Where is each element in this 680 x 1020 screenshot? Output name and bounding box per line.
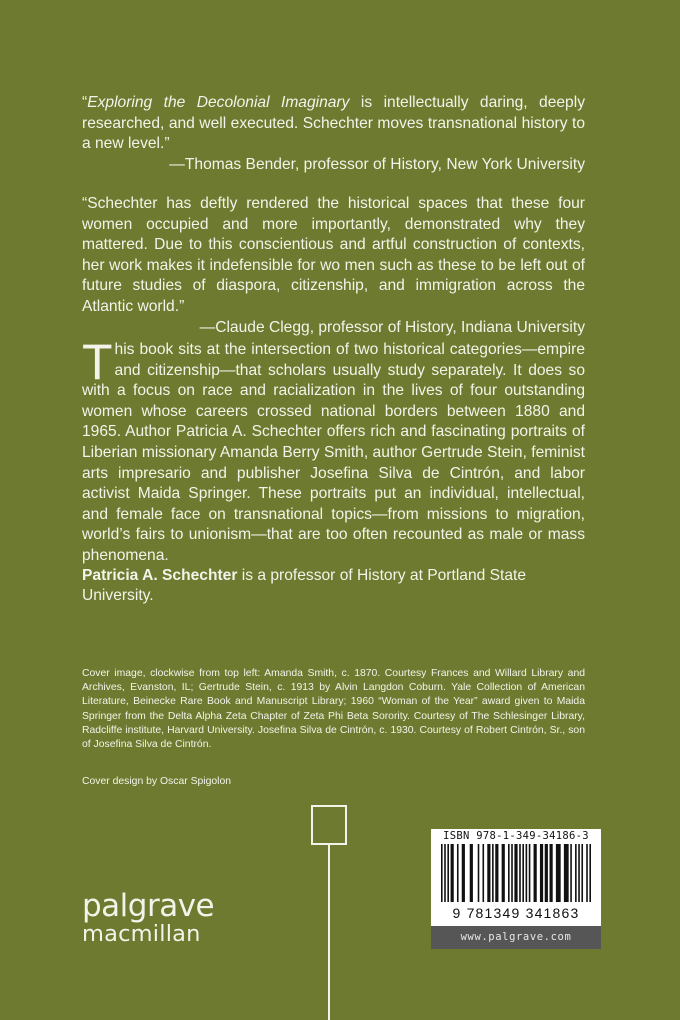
barcode-bar	[529, 844, 531, 902]
barcode-bar	[462, 844, 465, 902]
barcode-bar	[451, 844, 454, 902]
open-quote-mark: “	[82, 94, 88, 111]
barcode-bar	[578, 844, 580, 902]
barcode-bar	[508, 844, 510, 902]
barcode-bar	[540, 844, 543, 902]
author-bio	[82, 566, 585, 606]
publisher-url: www.palgrave.com	[431, 926, 601, 949]
author-name: Patricia A. Schechter	[82, 567, 238, 584]
quote-attribution: —Claude Clegg, professor of History, Indiana University	[199, 318, 585, 336]
barcode-bar	[492, 844, 494, 902]
review-quote-clegg	[82, 194, 585, 338]
barcode-bar	[502, 844, 505, 902]
barcode-bar	[526, 844, 528, 902]
author-bio-text: is a professor of History at Portland State University.	[82, 567, 527, 604]
barcode-bar	[519, 844, 521, 902]
quote-text: is intellectually daring, deeply researched, and well executed. Schechter moves transnational history to a new level.”	[82, 94, 585, 153]
barcode-bar	[545, 844, 548, 902]
publisher-name-line2: macmillan	[82, 921, 201, 947]
barcode-bar	[487, 844, 490, 902]
barcode-bar	[478, 844, 480, 902]
quote-attribution: —Thomas Bender, professor of History, New York University	[169, 155, 585, 173]
barcode-bar	[534, 844, 537, 902]
quote-text: “Schechter has deftly rendered the historical spaces that these four women occupied and more importantly, demonstrated why they mattered. Due to this conscientious and artful construction of contexts, her work makes it indefensible for wo men such as these to be left out of future studies of diaspora, citizenship, and immigration across the Atlantic world.”	[82, 195, 585, 315]
barcode-bar	[495, 844, 498, 902]
barcode-bars	[439, 844, 593, 906]
barcode-bar	[586, 844, 588, 902]
description-text: his book sits at the intersection of two historical categories—empire and citizenship—that scholars usually study separately. It does so with a focus on race and racialization in the lives of four outstanding women whose careers crossed national borders between 1880 and 1965. Author Patricia A. Schechter offers rich and fascinating portraits of Liberian missionary Amanda Berry Smith, author Gertrude Stein, feminist arts impresario and publisher Josefina Silva de Cintrón, and labor activist Maida Springer. These portraits put an individual, intellectual, and female face on transnational topics—from missions to migration, world’s fairs to unionism—that are too often recounted as male or mass phenomena.	[82, 341, 585, 564]
isbn-label: ISBN 978-1-349-34186-3	[443, 830, 589, 842]
publisher-name-line1: palgrave	[82, 888, 215, 924]
barcode-bar	[570, 844, 572, 902]
barcode-bar	[441, 844, 443, 902]
barcode-bar	[511, 844, 513, 902]
barcode-bar	[522, 844, 524, 902]
barcode-bar	[581, 844, 583, 902]
barcode-bar	[564, 844, 569, 902]
barcode-bar	[482, 844, 484, 902]
publisher-logo-square	[311, 805, 347, 845]
barcode-bar	[457, 844, 459, 902]
barcode-bar	[444, 844, 446, 902]
barcode-bar	[556, 844, 561, 902]
cover-design-credit: Cover design by Oscar Spigolon	[82, 776, 232, 787]
publisher-logo-line	[328, 845, 330, 1020]
book-title-italic: Exploring the Decolonial Imaginary	[87, 94, 350, 111]
barcode-bar	[575, 844, 577, 902]
barcode-digits: 9 781349 341863	[452, 905, 580, 921]
barcode-bar	[589, 844, 591, 902]
book-description	[82, 334, 585, 567]
barcode-bar	[514, 844, 517, 902]
barcode-bar	[550, 844, 553, 902]
cover-image-credits: Cover image, clockwise from top left: Amanda Smith, c. 1870. Courtesy Frances and Willard Library and Archives, Evanston, IL; Gertrude Stein, c. 1913 by Alvin Langdon Coburn. Yale Collection of American Literature, Beinecke Rare Book and Manuscript Library; 1960 “Woman of the Year” award given to Maida Springer from the Delta Alpha Zeta Chapter of Zeta Phi Beta Sorority. Courtesy of The Schlesinger Library, Radcliffe institute, Harvard University. Josefina Silva de Cintrón, c. 1930. Courtesy of Robert Cintrón, Sr., son of Josefina Silva de Cintrón.	[82, 668, 585, 751]
barcode-bar	[470, 844, 473, 902]
review-quote-bender	[82, 93, 585, 175]
barcode-bar	[447, 844, 449, 902]
publisher-logo	[82, 890, 214, 946]
drop-cap: T	[82, 334, 113, 390]
